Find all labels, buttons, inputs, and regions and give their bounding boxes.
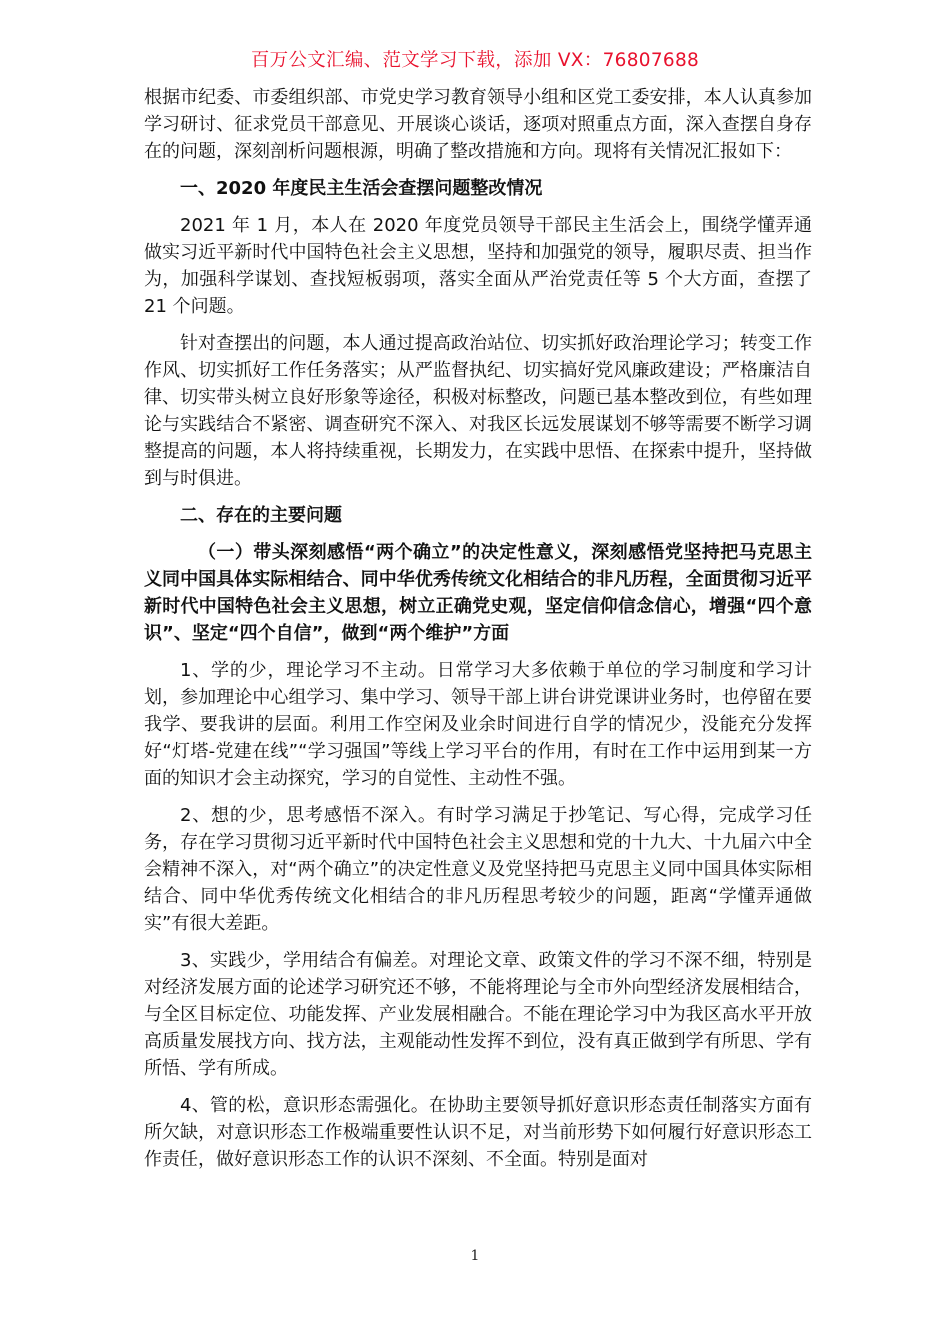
problem-item-3: 3、实践少，学用结合有偏差。对理论文章、政策文件的学习不深不细，特别是对经济发展方面的论述学习研究还不够，不能将理论与全市外向型经济发展相结合，与全区目标定位、功能发挥、产业发展相融合。不能在理论学习中为我区高水平开放高质量发展找方向、找方法，主观能动性发挥不到位，没有真正做到学有所思、学有所悟、学有所成。: [144, 950, 812, 1079]
problem-item-1: 1、学的少，理论学习不主动。日常学习大多依赖于单位的学习制度和学习计划，参加理论中心组学习、集中学习、领导干部上讲台讲党课讲业务时，也停留在要我学、要我讲的层面。利用工作空闲及业余时间进行自学的情况少，没能充分发挥好“灯塔-党建在线”“学习强国”等线上学习平台的作用，有时在工作中运用到某一方面的知识才会主动探究，学习的自觉性、主动性不强。: [144, 660, 812, 789]
intro-paragraph: 根据市纪委、市委组织部、市党史学习教育领导小组和区党工委安排，本人认真参加学习研讨、征求党员干部意见、开展谈心谈话，逐项对照重点方面，深入查摆自身存在的问题，深刻剖析问题根源，明确了整改措施和方向。现将有关情况汇报如下：: [144, 87, 812, 162]
problem-item-4: 4、管的松，意识形态需强化。在协助主要领导抓好意识形态责任制落实方面有所欠缺，对意识形态工作极端重要性认识不足，对当前形势下如何履行好意识形态工作责任，做好意识形态工作的认识不深刻、不全面。特别是面对: [144, 1095, 812, 1170]
header-banner: 百万公文汇编、范文学习下载，添加 VX：76807688: [250, 50, 700, 71]
section-heading-2: 二、存在的主要问题: [180, 505, 342, 526]
section1-paragraph-1: 2021 年 1 月，本人在 2020 年度党员领导干部民主生活会上，围绕学懂弄通做实习近平新时代中国特色社会主义思想，坚持和加强党的领导，履职尽责、担当作为，加强科学谋划、查找短板弱项，落实全面从严治党责任等 5 个大方面，查摆了 21 个问题。: [144, 215, 812, 317]
page-number: 1: [470, 1248, 480, 1264]
section1-paragraph-2: 针对查摆出的问题，本人通过提高政治站位、切实抓好政治理论学习；转变工作作风、切实抓好工作任务落实；从严监督执纪、切实搞好党风廉政建设；严格廉洁自律、切实带头树立良好形象等途径，积极对标整改，问题已基本整改到位，有些如理论与实践结合不紧密、调查研究不深入、对我区长远发展谋划不够等需要不断学习调整提高的问题，本人将持续重视，长期发力，在实践中思悟、在探索中提升，坚持做到与时俱进。: [144, 333, 812, 489]
section-heading-1: 一、2020 年度民主生活会查摆问题整改情况: [180, 178, 543, 199]
problem-item-2: 2、想的少，思考感悟不深入。有时学习满足于抄笔记、写心得，完成学习任务，存在学习贯彻习近平新时代中国特色社会主义思想和党的十九大、十九届六中全会精神不深入，对“两个确立”的决定性意义及党坚持把马克思主义同中国具体实际相结合、同中华优秀传统文化相结合的非凡历程思考较少的问题，距离“学懂弄通做实”有很大差距。: [144, 805, 812, 934]
document-body: [144, 84, 812, 1183]
subsection-heading-1: （一）带头深刻感悟“两个确立”的决定性意义，深刻感悟党坚持把马克思主义同中国具体实际相结合、同中华优秀传统文化相结合的非凡历程，全面贯彻习近平新时代中国特色社会主义思想，树立正确党史观，坚定信仰信念信心，增强“四个意识”、坚定“四个自信”，做到“两个维护”方面: [144, 542, 812, 644]
